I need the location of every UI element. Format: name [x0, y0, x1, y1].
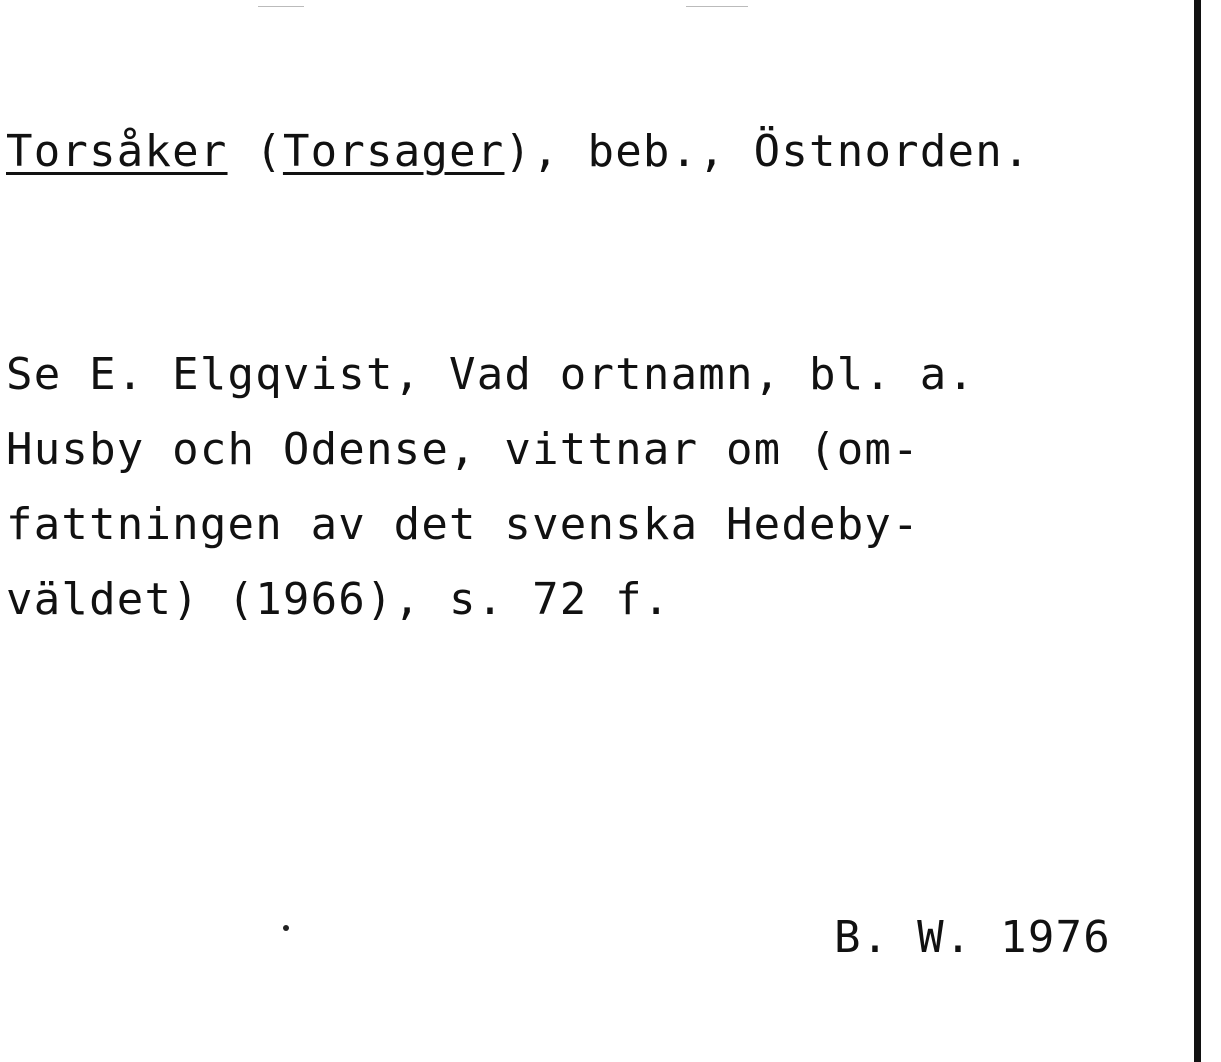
alternate-place-name: Torsager — [282, 126, 505, 177]
ink-dot — [283, 925, 289, 931]
card-edge-line — [1194, 0, 1201, 1062]
alt-name-open: ( — [255, 126, 283, 177]
reference-line-3: fattningen av det svenska Hedeby- — [6, 499, 920, 550]
reference-line-2: Husby och Odense, vittnar om (om- — [6, 424, 920, 475]
reference-line-4: väldet) (1966), s. 72 f. — [6, 574, 671, 625]
place-name: Torsåker — [6, 126, 228, 177]
scan-artifact — [686, 6, 748, 7]
signature: B. W. 1976 — [834, 912, 1111, 963]
card-heading — [6, 126, 1031, 178]
reference-line-1: Se E. Elgqvist, Vad ortnamn, bl. a. — [6, 349, 976, 400]
scan-artifact — [258, 6, 304, 7]
heading-description: ), beb., Östnorden. — [504, 126, 1031, 177]
